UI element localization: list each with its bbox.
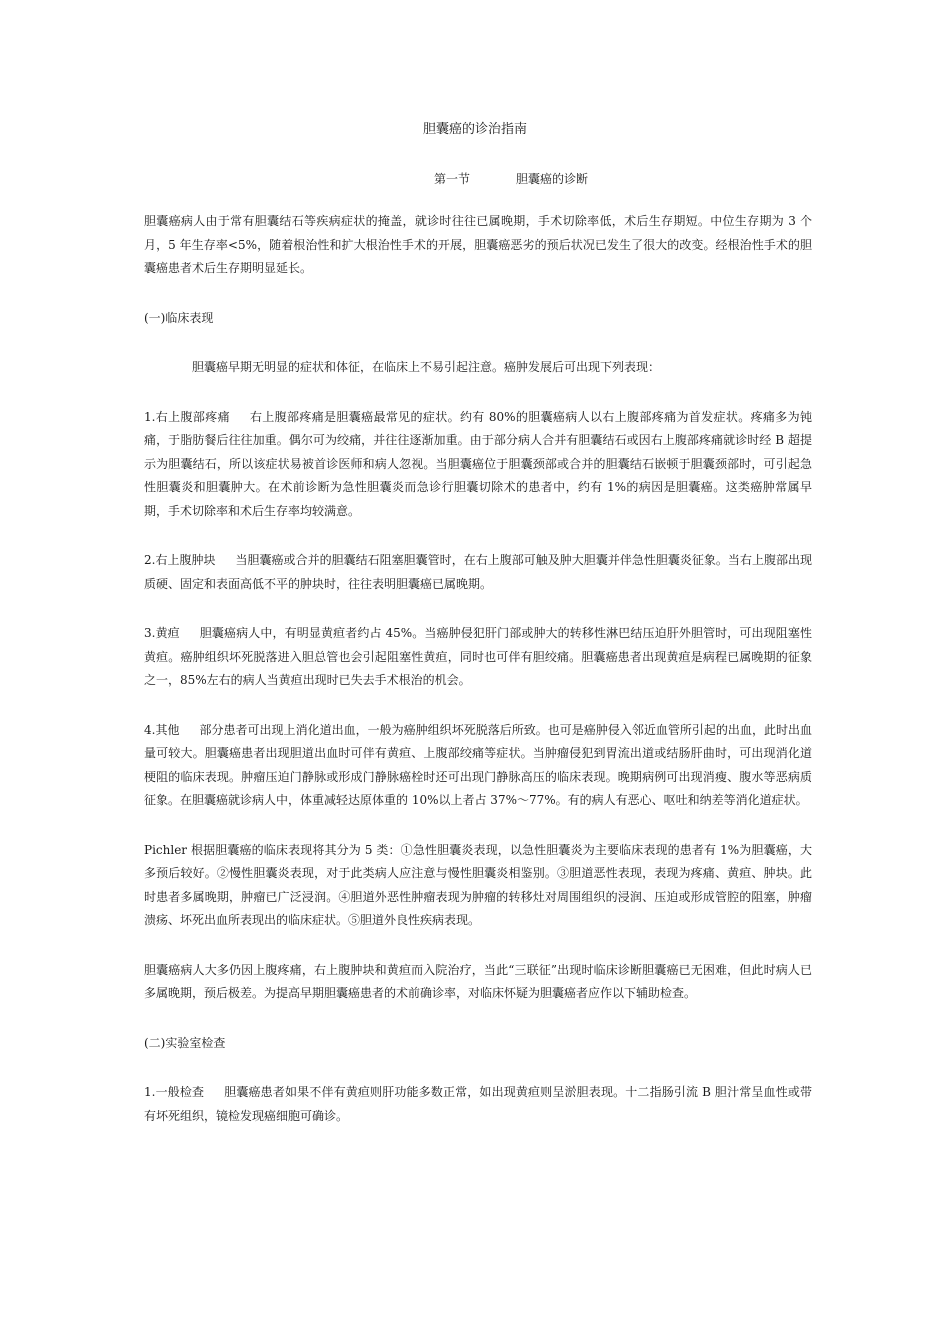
- symptom-lead: 4.其他: [144, 722, 180, 737]
- clinical-heading: (一)临床表现: [144, 310, 214, 325]
- symptom-paragraph-other: [144, 719, 812, 813]
- triad-paragraph: 胆囊癌病人大多仍因上腹疼痛，右上腹肿块和黄疸而入院治疗，当此“三联征”出现时临床诊断胆囊癌已无困难，但此时病人已多属晚期，预后极差。为提高早期胆囊癌患者的术前确诊率，对临床怀疑为胆囊癌者应作以下辅助检查。: [144, 962, 812, 1000]
- symptom-paragraph-jaundice: [144, 622, 812, 693]
- pichler-paragraph: Pichler 根据胆囊癌的临床表现将其分为 5 类：①急性胆囊炎表现，以急性胆囊炎为主要临床表现的患者有 1%为胆囊癌，大多预后较好。②慢性胆囊炎表现，对于此类病人应注意与慢性胆囊炎相鉴别。③胆道恶性表现，表现为疼痛、黄疸、肿块。此时患者多属晚期，肿瘤已广泛浸润。④胆道外恶性肿瘤表现为肿瘤的转移灶对周围组织的浸润、压迫或形成管腔的阻塞，肿瘤溃疡、坏死出血所表现出的临床症状。⑤胆道外良性疾病表现。: [144, 842, 812, 927]
- symptom-text: 右上腹部疼痛是胆囊癌最常见的症状。约有 80%的胆囊癌病人以右上腹部疼痛为首发症状。疼痛多为钝痛，于脂肪餐后往往加重。偶尔可为绞痛，并往往逐渐加重。由于部分病人合并有胆囊结石或因右上腹部疼痛就诊时经 B 超提示为胆囊结石，所以该症状易被首诊医师和病人忽视。当胆囊癌位于胆囊颈部或合并的胆囊结石嵌顿于胆囊颈部时，可引起急性胆囊炎和胆囊肿大。在术前诊断为急性胆囊炎而急诊行胆囊切除术的患者中，约有 1%的病因是胆囊癌。这类癌肿常属早期，手术切除率和术后生存率均较满意。: [144, 409, 812, 518]
- lab-lead: 1.一般检查: [144, 1085, 205, 1099]
- symptom-text: 胆囊癌病人中，有明显黄疸者约占 45%。当癌肿侵犯肝门部或肿大的转移性淋巴结压迫肝外胆管时，可出现阻塞性黄疸。癌肿组织坏死脱落进入胆总管也会引起阻塞性黄疸，同时也可伴有胆绞痛。胆囊癌患者出现黄疸是病程已属晚期的征象之一，85%左右的病人当黄疸出现时已失去手术根治的机会。: [144, 626, 813, 687]
- symptom-paragraph-pain: [144, 406, 812, 524]
- symptom-lead: 3.黄疸: [144, 626, 180, 640]
- section-name: 胆囊癌的诊断: [516, 172, 589, 186]
- document-body: [144, 210, 812, 1128]
- symptom-lead: 2.右上腹肿块: [144, 553, 216, 567]
- section-number: 第一节: [434, 172, 471, 186]
- symptom-paragraph-mass: [144, 549, 812, 596]
- lab-text: 胆囊癌患者如果不伴有黄疸则肝功能多数正常，如出现黄疸则呈淤胆表现。十二指肠引流 B 胆汁常呈血性或带有坏死组织，镜检发现癌细胞可确诊。: [144, 1085, 813, 1123]
- section-heading: [434, 171, 588, 187]
- document-title: 胆囊癌的诊治指南: [422, 122, 527, 137]
- symptom-lead: 1.右上腹部疼痛: [144, 409, 230, 424]
- symptom-text: 当胆囊癌或合并的胆囊结石阻塞胆囊管时，在右上腹部可触及肿大胆囊并伴急性胆囊炎征象。当右上腹部出现质硬、固定和表面高低不平的肿块时，往往表明胆囊癌已属晚期。: [144, 553, 812, 591]
- lab-paragraph-general: [144, 1081, 812, 1128]
- lab-heading: (二)实验室检查: [144, 1035, 226, 1050]
- intro-paragraph: 胆囊癌病人由于常有胆囊结石等疾病症状的掩盖，就诊时往往已属晚期，手术切除率低，术后生存期短。中位生存期为 3 个月，5 年生存率<5%，随着根治性和扩大根治性手术的开展，胆囊癌恶劣的预后状况已发生了很大的改变。经根治性手术的胆囊癌患者术后生存期明显延长。: [144, 214, 812, 275]
- symptom-text: 部分患者可出现上消化道出血，一般为癌肿组织坏死脱落后所致。也可是癌肿侵入邻近血管所引起的出血，此时出血量可较大。胆囊癌患者出现胆道出血时可伴有黄疸、上腹部绞痛等症状。当肿瘤侵犯到胃流出道或结肠肝曲时，可出现消化道梗阻的临床表现。肿瘤压迫门静脉或形成门静脉癌栓时还可出现门静脉高压的临床表现。晚期病例可出现消瘦、腹水等恶病质征象。在胆囊癌就诊病人中，体重减轻达原体重的 10%以上者占 37%～77%。有的病人有恶心、呕吐和纳差等消化道症状。: [144, 722, 812, 807]
- clinical-intro-paragraph: 胆囊癌早期无明显的症状和体征，在临床上不易引起注意。癌肿发展后可出现下列表现：: [192, 360, 661, 374]
